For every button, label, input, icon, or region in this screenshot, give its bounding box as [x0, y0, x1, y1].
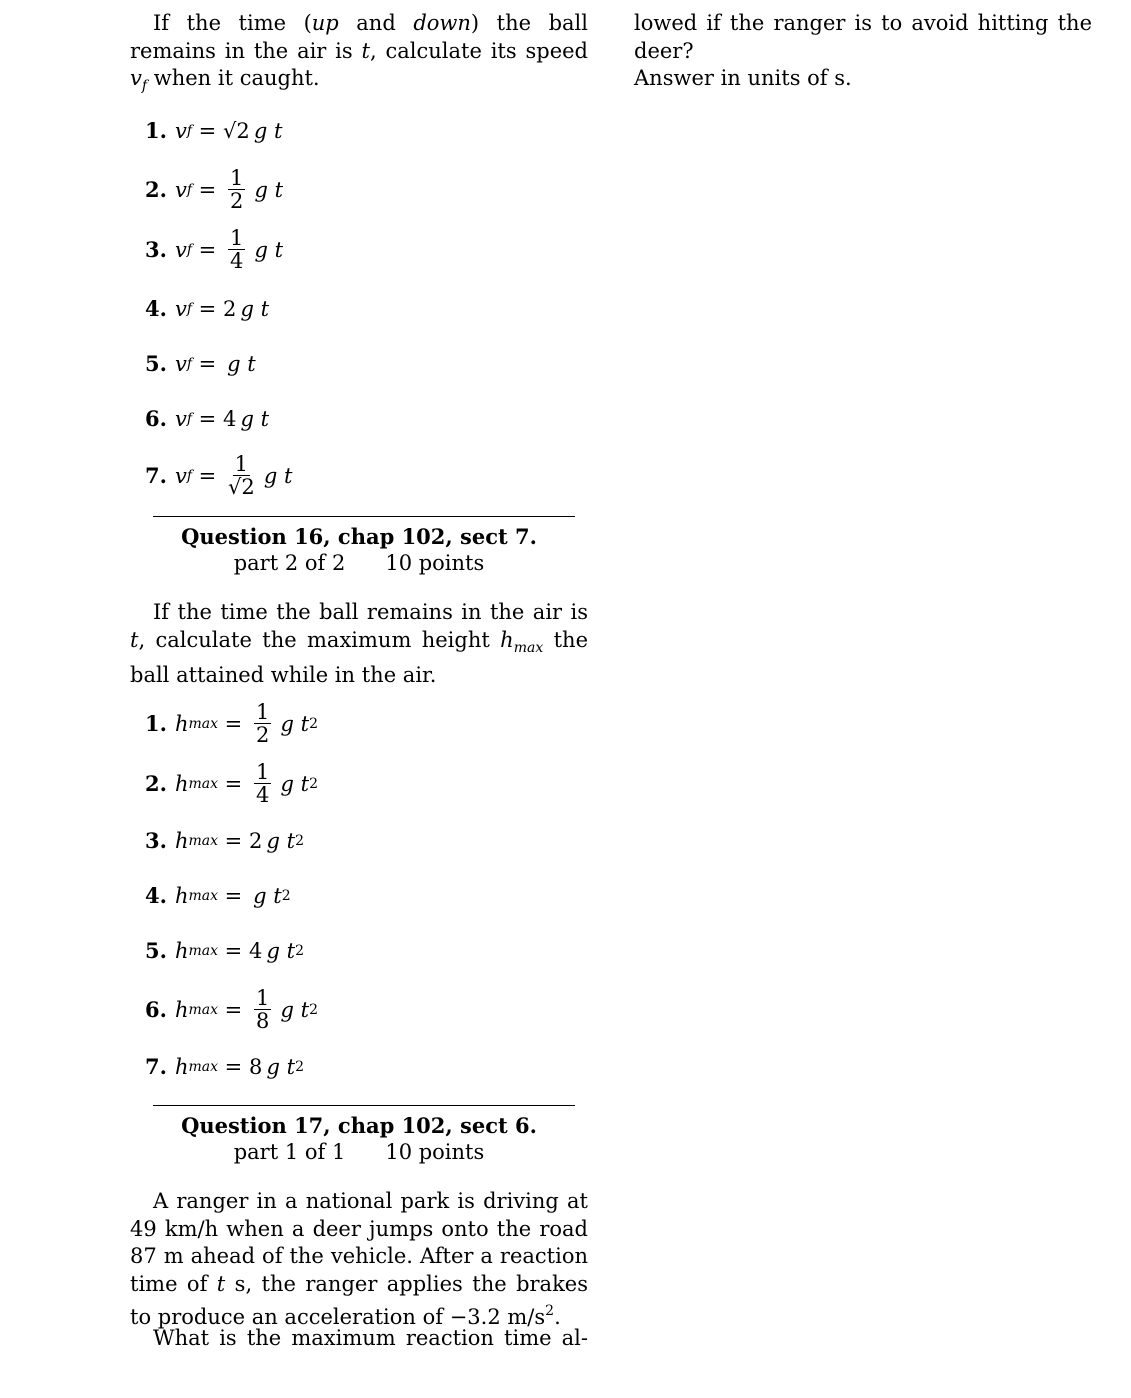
option-number: 2.: [145, 771, 167, 796]
option-lhs: v: [174, 351, 187, 376]
equals-sign: =: [192, 177, 223, 202]
option-exponent: 2: [309, 715, 319, 732]
option-lhs: v: [174, 177, 187, 202]
option-rhs: g t: [276, 771, 310, 796]
q16-option: [145, 883, 291, 908]
q16-option: [145, 701, 318, 746]
option-rhs: g t: [248, 883, 282, 908]
option-rhs: g t: [259, 463, 293, 488]
fraction-numerator: 1: [229, 226, 244, 250]
equals-sign: =: [192, 406, 223, 431]
fraction-denominator: 2: [255, 723, 270, 747]
option-rhs: g t: [236, 406, 270, 431]
fraction-numerator: 1: [255, 700, 270, 724]
option-fraction: [228, 453, 255, 498]
option-lhs-subscript: f: [186, 241, 192, 258]
q17-part: part 1 of 1 10 points: [233, 1140, 485, 1164]
option-coefficient: 8: [248, 1054, 263, 1079]
q15-option: [145, 351, 256, 376]
option-number: 1.: [145, 711, 167, 736]
option-lhs-subscript: f: [186, 355, 192, 372]
equals-sign: =: [218, 828, 249, 853]
q17-question-continued: lowed if the ranger is to avoid hitting the deer?: [634, 11, 1092, 63]
option-lhs: h: [174, 711, 189, 736]
q17-question: What is the maximum reaction time al-: [153, 1326, 588, 1350]
option-lhs-subscript: max: [188, 1058, 218, 1075]
equals-sign: =: [218, 711, 249, 736]
option-fraction: [228, 227, 245, 272]
equals-sign: =: [192, 351, 223, 376]
option-lhs-subscript: max: [188, 942, 218, 959]
option-fraction: [228, 167, 245, 212]
option-number: 4.: [145, 296, 167, 321]
q15-option: [145, 406, 269, 431]
option-number: 1.: [145, 118, 167, 143]
option-lhs-subscript: max: [188, 715, 218, 732]
option-lhs-subscript: max: [188, 887, 218, 904]
option-lhs-subscript: f: [186, 122, 192, 139]
q15-option: [145, 227, 283, 272]
option-lhs-subscript: max: [188, 1001, 218, 1018]
q16-part: part 2 of 2 10 points: [233, 551, 485, 575]
option-coefficient: 2: [222, 296, 237, 321]
divider-q17: [153, 1105, 575, 1106]
q16-option: [145, 828, 304, 853]
q17-text: A ranger in a national park is driving at 49 km/h when a deer jumps onto the road 87 m ahead of the vehicle. After a reaction time of t s, the ranger applies the brakes to produce an acceleration of −3.2 $m/s^2$.: [130, 1189, 588, 1329]
option-rhs: g t: [250, 237, 284, 262]
option-coefficient: 4: [248, 938, 263, 963]
option-coefficient: 4: [222, 406, 237, 431]
fraction-denominator: 4: [255, 783, 270, 807]
option-lhs: h: [174, 997, 189, 1022]
option-rhs: g t: [236, 296, 270, 321]
divider-q16: [153, 516, 575, 517]
q15-option: [145, 453, 292, 498]
fraction-numerator: 1: [234, 452, 249, 476]
option-rhs: g t: [262, 828, 296, 853]
option-lhs: h: [174, 828, 189, 853]
answer-units: Answer in units of s.: [634, 66, 852, 90]
equals-sign: =: [218, 883, 249, 908]
option-fraction: [254, 701, 271, 746]
option-exponent: 2: [281, 887, 291, 904]
fraction-denominator: 8: [255, 1009, 270, 1033]
q16-option: [145, 987, 318, 1032]
option-coefficient: 2: [248, 828, 263, 853]
fraction-denominator: 4: [229, 249, 244, 273]
option-fraction: [254, 987, 271, 1032]
option-lhs: v: [174, 118, 187, 143]
q15-option: [145, 118, 282, 143]
option-sqrt: √2: [222, 118, 250, 143]
fraction-denominator: √2: [227, 475, 255, 499]
fraction-numerator: 1: [255, 760, 270, 784]
option-rhs: g t: [262, 1054, 296, 1079]
q16-title: Question 16, chap 102, sect 7.: [181, 524, 537, 549]
equals-sign: =: [192, 296, 223, 321]
option-number: 5.: [145, 351, 167, 376]
option-lhs-subscript: max: [188, 832, 218, 849]
option-lhs: h: [174, 883, 189, 908]
option-lhs: h: [174, 1054, 189, 1079]
option-rhs: g t: [276, 997, 310, 1022]
option-number: 7.: [145, 1054, 167, 1079]
option-lhs-subscript: f: [186, 300, 192, 317]
fraction-numerator: 1: [255, 986, 270, 1010]
equals-sign: =: [192, 463, 223, 488]
q16-text: If the time the ball remains in the air is t, calculate the maximum height $h_{max}$ the ball attained while in the air.: [130, 600, 588, 687]
option-rhs: g t: [276, 711, 310, 736]
option-number: 6.: [145, 406, 167, 431]
equals-sign: =: [192, 118, 223, 143]
fraction-denominator: 2: [229, 189, 244, 213]
q15-option: [145, 167, 283, 212]
q15-intro: If the time (up and down) the ball remains in the air is t, calculate its speed $v_f$ when it caught.: [130, 11, 588, 94]
option-rhs: g t: [262, 938, 296, 963]
q16-option: [145, 1054, 304, 1079]
option-number: 5.: [145, 938, 167, 963]
option-number: 3.: [145, 828, 167, 853]
option-number: 6.: [145, 997, 167, 1022]
option-lhs: v: [174, 296, 187, 321]
q16-option: [145, 761, 318, 806]
option-lhs: v: [174, 406, 187, 431]
fraction-numerator: 1: [229, 166, 244, 190]
q17-title: Question 17, chap 102, sect 6.: [181, 1113, 537, 1138]
option-exponent: 2: [295, 1058, 305, 1075]
option-exponent: 2: [309, 1001, 319, 1018]
option-exponent: 2: [295, 832, 305, 849]
equals-sign: =: [218, 938, 249, 963]
option-number: 3.: [145, 237, 167, 262]
option-rhs: g t: [222, 351, 256, 376]
option-exponent: 2: [309, 775, 319, 792]
option-lhs-subscript: max: [188, 775, 218, 792]
equals-sign: =: [192, 237, 223, 262]
q15-option: [145, 296, 269, 321]
option-lhs: v: [174, 237, 187, 262]
option-number: 4.: [145, 883, 167, 908]
option-lhs: v: [174, 463, 187, 488]
equals-sign: =: [218, 997, 249, 1022]
option-number: 2.: [145, 177, 167, 202]
option-lhs-subscript: f: [186, 467, 192, 484]
option-rhs: g t: [250, 177, 284, 202]
option-number: 7.: [145, 463, 167, 488]
option-exponent: 2: [295, 942, 305, 959]
option-fraction: [254, 761, 271, 806]
option-lhs-subscript: f: [186, 410, 192, 427]
option-lhs: h: [174, 771, 189, 796]
option-rhs: g t: [249, 118, 283, 143]
equals-sign: =: [218, 771, 249, 796]
q16-option: [145, 938, 304, 963]
option-lhs-subscript: f: [186, 181, 192, 198]
option-lhs: h: [174, 938, 189, 963]
equals-sign: =: [218, 1054, 249, 1079]
